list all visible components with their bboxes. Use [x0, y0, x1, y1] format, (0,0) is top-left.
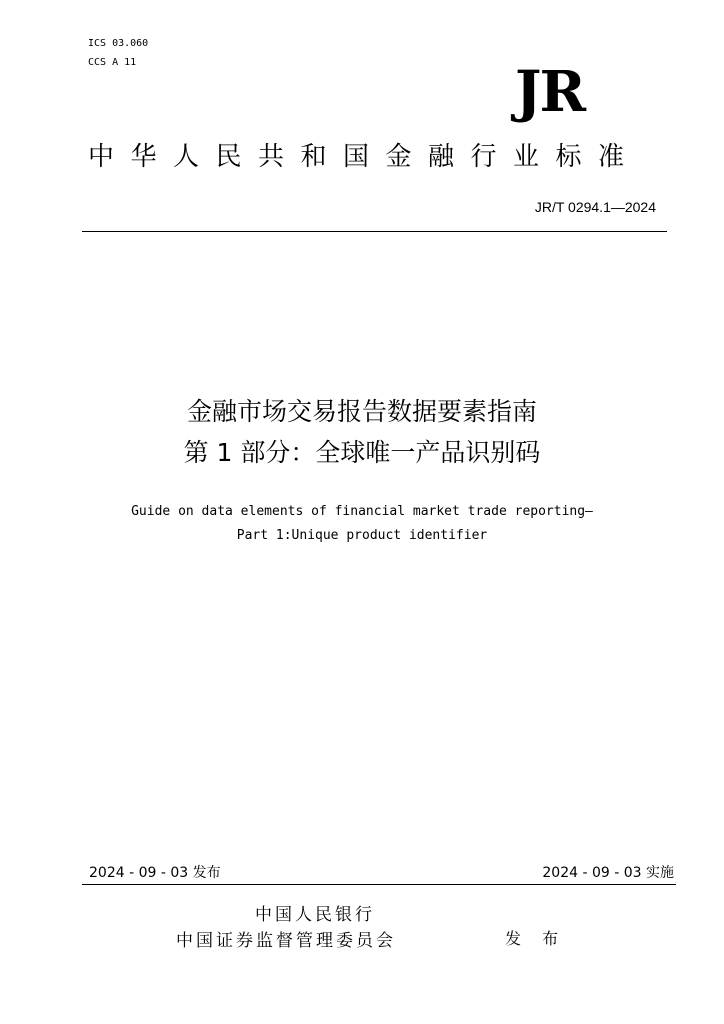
document-title-cn-line1: 金融市场交易报告数据要素指南 [186, 397, 537, 426]
issuer-csrc: 中国证券监督管理委员会 [176, 931, 396, 951]
document-title-cn-line2: 第 1 部分：全球唯一产品识别码 [183, 438, 541, 467]
standard-number: JR/T 0294.1—2024 [534, 199, 656, 215]
document-title-en-line1: Guide on data elements of financial market trade reporting— [131, 504, 593, 519]
footer-divider [82, 884, 676, 885]
issuer-pboc: 中国人民银行 [255, 905, 375, 925]
implementation-date: 2024 - 09 - 03 实施 [542, 865, 674, 881]
ccs-code: CCS A 11 [88, 57, 137, 68]
header-divider [82, 231, 667, 232]
issue-date: 2024 - 09 - 03 发布 [89, 865, 221, 881]
ics-code: ICS 03.060 [88, 38, 149, 49]
jr-logo: JR [515, 59, 585, 125]
release-label: 发 布 [505, 929, 567, 948]
industry-standard-title: 中华人民共和国金融行业标准 [88, 142, 641, 172]
document-title-en-line2: Part 1:Unique product identifier [236, 528, 488, 543]
